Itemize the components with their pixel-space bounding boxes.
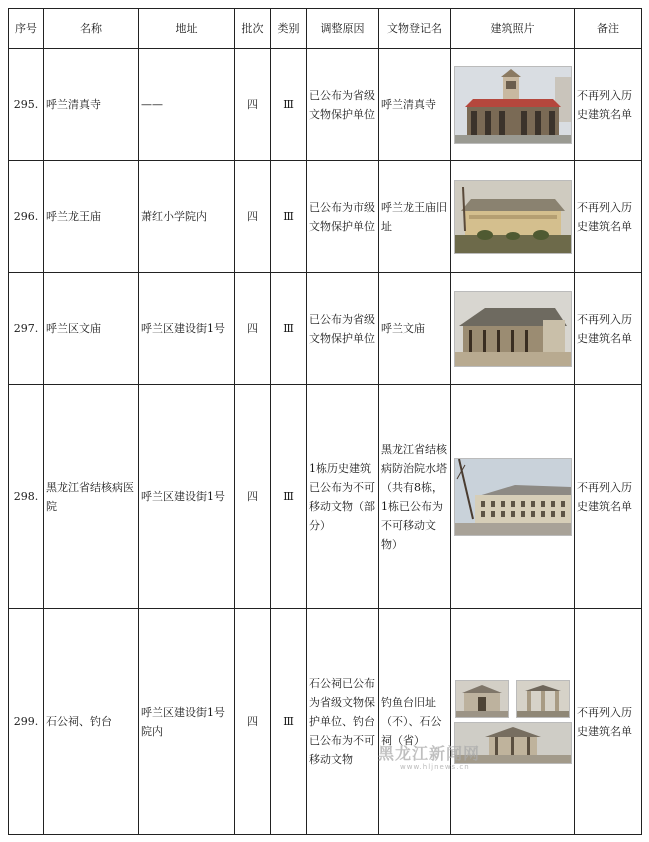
col-header-reg-name: 文物登记名 xyxy=(379,9,451,49)
row-reg-name: 呼兰文庙 xyxy=(379,273,451,385)
row-name: 呼兰区文庙 xyxy=(44,273,139,385)
row-remark: 不再列入历史建筑名单 xyxy=(575,161,642,273)
col-header-photo: 建筑照片 xyxy=(451,9,575,49)
row-remark: 不再列入历史建筑名单 xyxy=(575,49,642,161)
row-reg-name: 呼兰清真寺 xyxy=(379,49,451,161)
row-reg-name: 呼兰龙王庙旧址 xyxy=(379,161,451,273)
watermark-url: www.hljnews.cn xyxy=(400,763,470,771)
row-name: 石公祠、钓台 xyxy=(44,609,139,835)
row-no: 295. xyxy=(9,49,44,161)
table-row xyxy=(9,49,642,161)
row-photo xyxy=(451,609,575,835)
row-reason: 已公布为市级文物保护单位 xyxy=(307,161,379,273)
col-header-no: 序号 xyxy=(9,9,44,49)
row-reg-name: 黑龙江省结核病防治院水塔（共有8栋，1栋已公布为不可移动文物） xyxy=(379,385,451,609)
col-header-address: 地址 xyxy=(139,9,235,49)
row-batch: 四 xyxy=(235,49,271,161)
row-category: Ⅲ xyxy=(271,385,307,609)
row-no: 299. xyxy=(9,609,44,835)
col-header-name: 名称 xyxy=(44,9,139,49)
row-photo xyxy=(451,161,575,273)
row-category: Ⅲ xyxy=(271,609,307,835)
hospital-photo-icon xyxy=(454,458,572,536)
row-batch: 四 xyxy=(235,385,271,609)
row-reason: 已公布为省级文物保护单位 xyxy=(307,49,379,161)
col-header-category: 类别 xyxy=(271,9,307,49)
table-row xyxy=(9,385,642,609)
row-batch: 四 xyxy=(235,161,271,273)
row-address: 呼兰区建设街1号院内 xyxy=(139,609,235,835)
table-row xyxy=(9,161,642,273)
row-photo xyxy=(451,273,575,385)
pavilion-photo-1-icon xyxy=(455,680,509,718)
row-reason: 石公祠已公布为省级文物保护单位、钓台已公布为不可移动文物 xyxy=(307,609,379,835)
mosque-photo-icon xyxy=(454,66,572,144)
heritage-table xyxy=(8,8,642,835)
pavilion-photo-2-icon xyxy=(516,680,570,718)
row-address: 萧红小学院内 xyxy=(139,161,235,273)
header-row xyxy=(9,9,642,49)
row-remark: 不再列入历史建筑名单 xyxy=(575,609,642,835)
row-category: Ⅲ xyxy=(271,49,307,161)
row-address: 呼兰区建设街1号 xyxy=(139,273,235,385)
col-header-reason: 调整原因 xyxy=(307,9,379,49)
row-category: Ⅲ xyxy=(271,161,307,273)
col-header-batch: 批次 xyxy=(235,9,271,49)
row-name: 黑龙江省结核病医院 xyxy=(44,385,139,609)
row-reason: 1栋历史建筑已公布为不可移动文物（部分） xyxy=(307,385,379,609)
row-name: 呼兰龙王庙 xyxy=(44,161,139,273)
row-no: 298. xyxy=(9,385,44,609)
row-address: 呼兰区建设街1号 xyxy=(139,385,235,609)
row-remark: 不再列入历史建筑名单 xyxy=(575,273,642,385)
row-address: —— xyxy=(139,49,235,161)
row-remark: 不再列入历史建筑名单 xyxy=(575,385,642,609)
row-category: Ⅲ xyxy=(271,273,307,385)
watermark: 黑龙江新闻网 xyxy=(378,744,481,763)
row-batch: 四 xyxy=(235,609,271,835)
row-photo xyxy=(451,49,575,161)
row-no: 296. xyxy=(9,161,44,273)
row-no: 297. xyxy=(9,273,44,385)
row-reason: 已公布为省级文物保护单位 xyxy=(307,273,379,385)
row-name: 呼兰清真寺 xyxy=(44,49,139,161)
col-header-remark: 备注 xyxy=(575,9,642,49)
table-row xyxy=(9,273,642,385)
confucian-temple-photo-icon xyxy=(454,291,572,367)
temple-photo-icon xyxy=(454,180,572,254)
row-photo xyxy=(451,385,575,609)
row-reg-name: 钓鱼台旧址（不）、石公祠（省） xyxy=(379,609,451,835)
row-batch: 四 xyxy=(235,273,271,385)
table-row xyxy=(9,609,642,835)
